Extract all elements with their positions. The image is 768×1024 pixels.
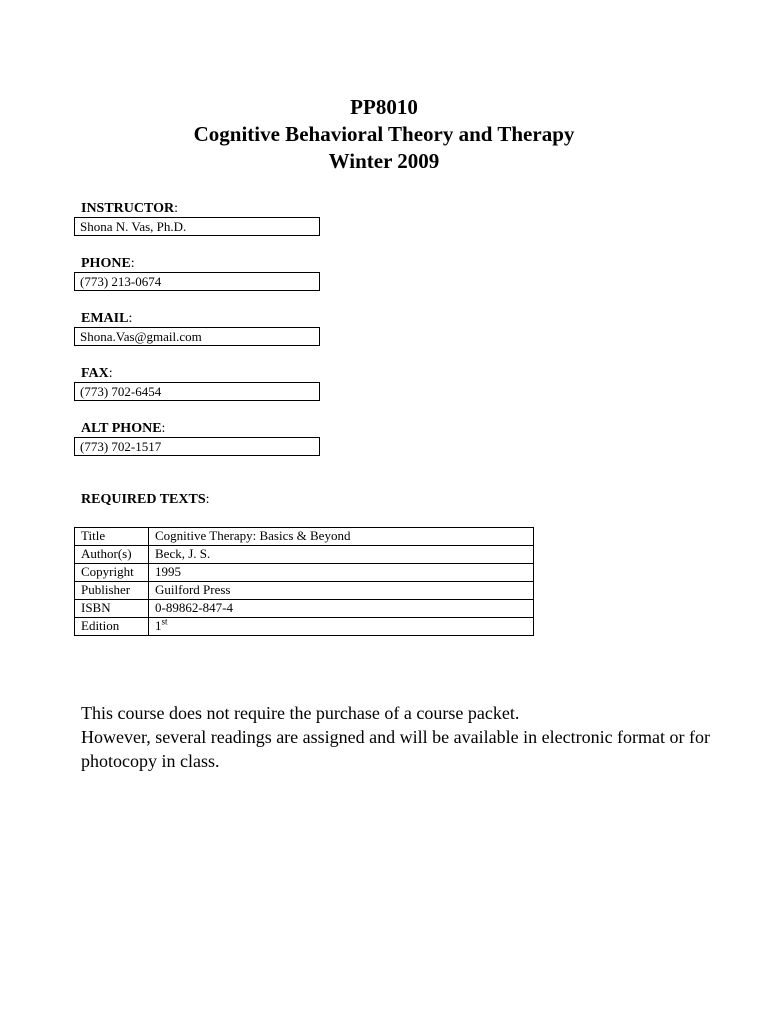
phone-value: (773) 213-0674 bbox=[74, 272, 320, 291]
table-row bbox=[75, 564, 534, 582]
alt-phone-field: ALT PHONE: (773) 702-1517 bbox=[74, 421, 320, 456]
row-value: Cognitive Therapy: Basics & Beyond bbox=[149, 528, 534, 546]
phone-label: PHONE bbox=[81, 256, 131, 271]
notes-line-2: However, several readings are assigned and will be available in electronic format or for photocopy in class. bbox=[81, 727, 711, 771]
instructor-value: Shona N. Vas, Ph.D. bbox=[74, 217, 320, 236]
row-value bbox=[149, 618, 534, 636]
course-title: Cognitive Behavioral Theory and Therapy bbox=[193, 122, 575, 146]
course-term: Winter 2009 bbox=[328, 149, 440, 173]
row-key: Title bbox=[75, 528, 149, 546]
table-row bbox=[75, 600, 534, 618]
email-value: Shona.Vas@gmail.com bbox=[74, 327, 320, 346]
row-key: Publisher bbox=[75, 582, 149, 600]
row-key: Copyright bbox=[75, 564, 149, 582]
row-key: Edition bbox=[75, 618, 149, 636]
alt-phone-label: ALT PHONE bbox=[81, 421, 162, 436]
table-row bbox=[75, 618, 534, 636]
required-texts-heading: REQUIRED TEXTS: bbox=[81, 492, 210, 507]
row-value: 1995 bbox=[149, 564, 534, 582]
email-label: EMAIL bbox=[81, 311, 129, 326]
row-value: Beck, J. S. bbox=[149, 546, 534, 564]
fax-field: FAX: (773) 702-6454 bbox=[74, 366, 320, 401]
instructor-label: INSTRUCTOR bbox=[81, 201, 175, 216]
course-code: PP8010 bbox=[350, 95, 418, 119]
row-key: Author(s) bbox=[75, 546, 149, 564]
course-header bbox=[0, 94, 768, 175]
fax-value: (773) 702-6454 bbox=[74, 382, 320, 401]
fax-label: FAX bbox=[81, 366, 109, 381]
course-notes bbox=[81, 701, 741, 773]
edition-suffix: st bbox=[161, 616, 168, 627]
table-row bbox=[75, 528, 534, 546]
row-key: ISBN bbox=[75, 600, 149, 618]
table-row bbox=[75, 546, 534, 564]
edition-number: 1 bbox=[155, 618, 162, 633]
notes-line-1: This course does not require the purchase of a course packet. bbox=[81, 703, 520, 723]
row-value: Guilford Press bbox=[149, 582, 534, 600]
phone-field: PHONE: (773) 213-0674 bbox=[74, 256, 320, 291]
email-field: EMAIL: Shona.Vas@gmail.com bbox=[74, 311, 320, 346]
row-value: 0-89862-847-4 bbox=[149, 600, 534, 618]
instructor-field: INSTRUCTOR: Shona N. Vas, Ph.D. bbox=[74, 201, 320, 236]
table-row bbox=[75, 582, 534, 600]
required-texts-table bbox=[74, 527, 534, 636]
alt-phone-value: (773) 702-1517 bbox=[74, 437, 320, 456]
